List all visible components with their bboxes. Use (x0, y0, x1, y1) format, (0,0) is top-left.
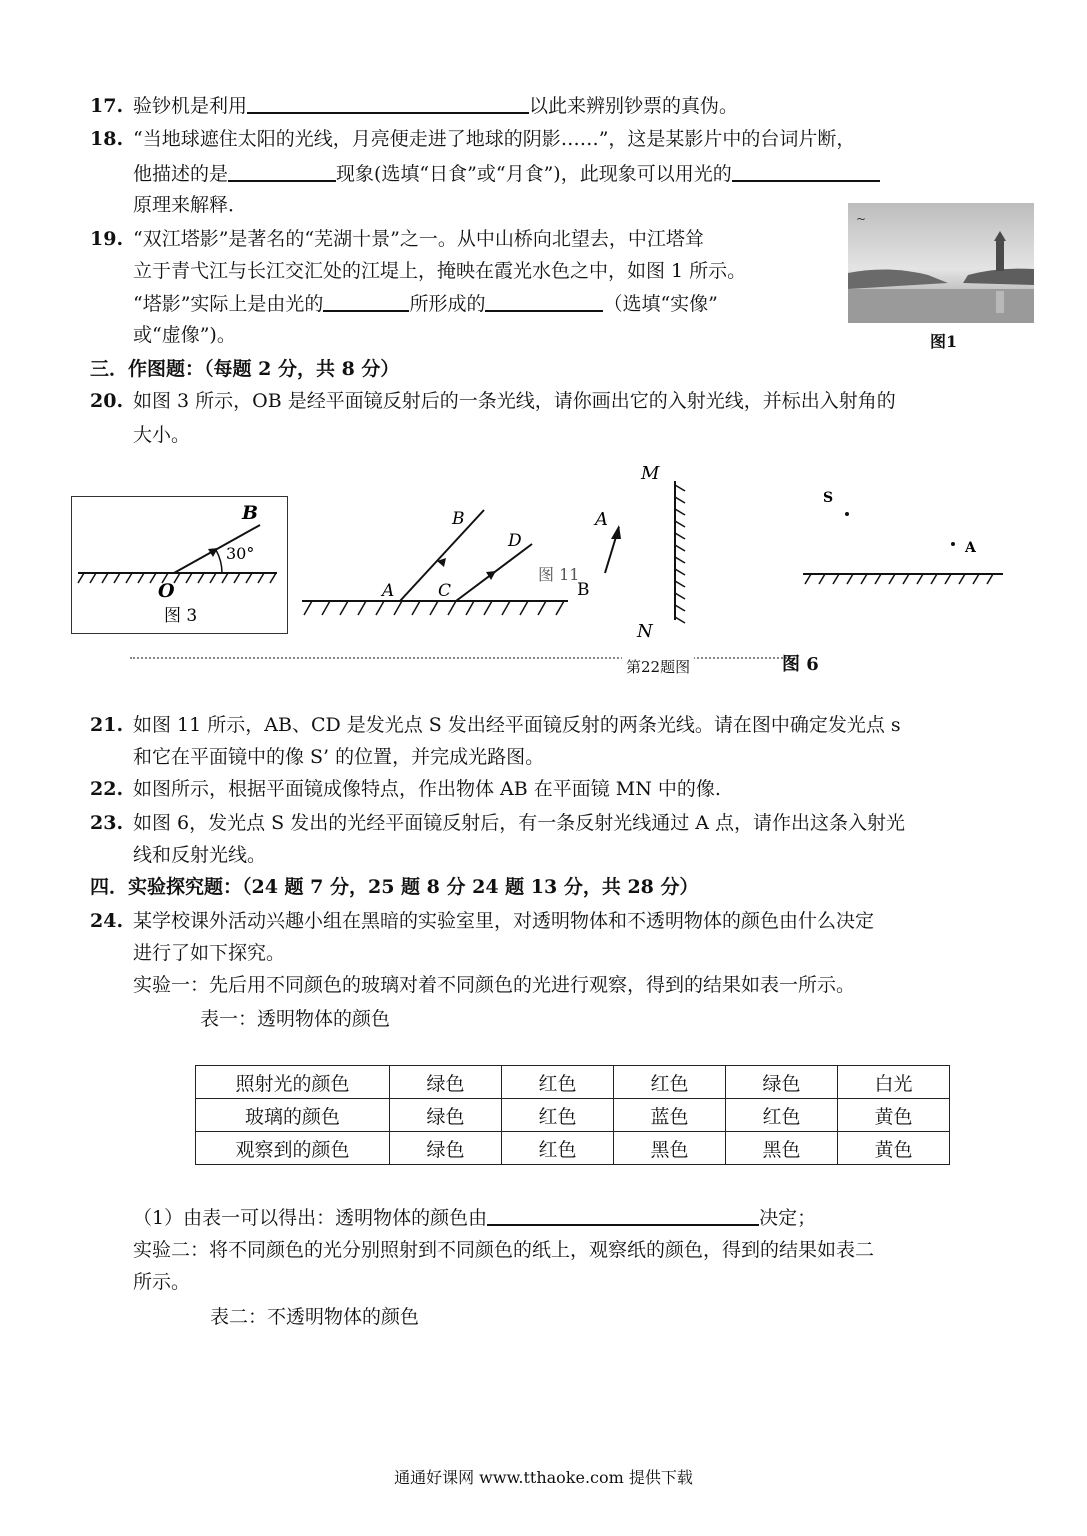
question-24-line2: 进行了如下探究。 (133, 942, 286, 964)
twin-river-tower-photo (848, 203, 1034, 323)
table-cell: 红色 (614, 1066, 726, 1099)
figure-6 (795, 480, 1010, 620)
table-cell: 红色 (502, 1066, 614, 1099)
section-4-title: 四．实验探究题：（24 题 7 分，25 题 8 分 24 题 13 分，共 28 分） (90, 876, 699, 898)
answer-blank[interactable] (485, 290, 603, 312)
experiment-2-text-line2: 所示。 (133, 1271, 191, 1293)
table-cell: 绿色 (390, 1132, 502, 1165)
label-s: S (823, 490, 834, 506)
question-text: 以此来辨别钞票的真伪。 (529, 95, 739, 117)
section-3-title: 三．作图题：（每题 2 分，共 8 分） (90, 358, 400, 380)
table-row (196, 1132, 950, 1165)
answer-blank[interactable] (487, 1204, 759, 1226)
answer-blank[interactable] (732, 160, 880, 182)
table-cell: 玻璃的颜色 (196, 1099, 390, 1132)
photo-caption: 图1 (930, 332, 958, 351)
figure-22 (575, 455, 690, 645)
question-text: “当地球遮住太阳的光线，月亮便走进了地球的阴影……”，这是某影片中的台词片断， (133, 128, 856, 150)
question-18 (90, 126, 855, 152)
label-c: C (438, 581, 452, 601)
label-n: N (637, 621, 653, 642)
table-cell: 绿色 (390, 1099, 502, 1132)
table-cell: 黑色 (614, 1132, 726, 1165)
angle-label: 30° (226, 544, 255, 563)
question-number: 20. (90, 390, 124, 412)
question-text: 如图所示，根据平面镜成像特点，作出物体 AB 在平面镜 MN 中的像. (133, 778, 721, 800)
table-cell: 红色 (502, 1099, 614, 1132)
table-row (196, 1066, 950, 1099)
figure-22-caption: 第22题图 (622, 656, 694, 677)
page-footer: 通通好课网 www.tthaoke.com 提供下载 (394, 1468, 693, 1487)
label-b: B (577, 580, 590, 600)
label-b: B (452, 509, 465, 529)
table-cell: 红色 (502, 1132, 614, 1165)
label-m: M (641, 463, 660, 484)
label-a: A (595, 509, 608, 530)
experiment-2-text: 实验二：将不同颜色的光分别照射到不同颜色的纸上，观察纸的颜色，得到的结果如表二 (133, 1239, 875, 1261)
mirror-hatching (805, 574, 993, 584)
question-text: 他描述的是 (133, 163, 229, 185)
answer-blank[interactable] (228, 160, 336, 182)
label-o: O (158, 580, 175, 602)
answer-blank[interactable] (323, 290, 409, 312)
table-row (196, 1099, 950, 1132)
question-18-line2 (133, 160, 880, 187)
question-18-line3: 原理来解释． (133, 194, 248, 216)
question-number: 24. (90, 910, 124, 932)
svg-text:~: ~ (856, 212, 867, 226)
question-19-line3 (133, 290, 718, 317)
mirror-hatching (675, 485, 685, 623)
question-text: 现象(选填“日食”或“月食”)，此现象可以用光的 (336, 163, 732, 185)
table-cell: 绿色 (390, 1066, 502, 1099)
answer-blank[interactable] (247, 92, 529, 114)
question-22 (90, 776, 721, 802)
question-text: （1）由表一可以得出：透明物体的颜色由 (133, 1207, 488, 1229)
table-cell: 观察到的颜色 (196, 1132, 390, 1165)
question-text: 验钞机是利用 (133, 95, 248, 117)
label-d: D (508, 531, 522, 551)
label-b: B (242, 502, 259, 524)
question-number: 22. (90, 778, 124, 800)
question-text: 如图 11 所示，AB、CD 是发光点 S 发出经平面镜反射的两条光线。请在图中确定发光点 s (133, 714, 901, 736)
question-text: 如图 3 所示，OB 是经平面镜反射后的一条光线，请你画出它的入射光线，并标出入射角的 (133, 390, 896, 412)
figure-caption: 图 11 (538, 565, 580, 584)
point-s (845, 512, 849, 516)
figure-6-caption: 图 6 (782, 654, 819, 675)
table-cell: 蓝色 (614, 1099, 726, 1132)
table-cell: 白光 (838, 1066, 950, 1099)
table-1-title: 表一：透明物体的颜色 (200, 1008, 391, 1030)
question-text: 某学校课外活动兴趣小组在黑暗的实验室里，对透明物体和不透明物体的颜色由什么决定 (133, 910, 875, 932)
question-19 (90, 226, 704, 252)
question-19-line2: 立于青弋江与长江交汇处的江堤上，掩映在霞光水色之中，如图 1 所示。 (133, 260, 747, 282)
sub-question-1 (133, 1204, 816, 1231)
table-cell: 照射光的颜色 (196, 1066, 390, 1099)
figure-3 (71, 496, 288, 634)
question-text: 决定； (759, 1207, 817, 1229)
question-21 (90, 712, 901, 738)
question-21-line2: 和它在平面镜中的像 S’ 的位置，并完成光路图。 (133, 746, 545, 768)
question-20 (90, 388, 896, 414)
question-17 (90, 92, 738, 119)
table-cell: 黄色 (838, 1099, 950, 1132)
table-cell: 绿色 (726, 1066, 838, 1099)
table-cell: 黑色 (726, 1132, 838, 1165)
question-20-line2: 大小。 (133, 424, 191, 446)
question-number: 21. (90, 714, 124, 736)
label-a: A (965, 540, 976, 556)
figure-caption: 图 3 (164, 606, 198, 626)
table-2-title: 表二：不透明物体的颜色 (210, 1306, 420, 1328)
question-23 (90, 810, 905, 836)
angle-arc (216, 550, 222, 573)
question-number: 19. (90, 228, 124, 250)
question-23-line2: 线和反射光线。 (133, 844, 267, 866)
mirror-hatching (304, 601, 564, 615)
question-number: 18. (90, 128, 124, 150)
table-cell: 红色 (726, 1099, 838, 1132)
table-cell: 黄色 (838, 1132, 950, 1165)
question-text: “双江塔影”是著名的“芜湖十景”之一。从中山桥向北望去，中江塔耸 (133, 228, 704, 250)
table-1 (195, 1065, 950, 1165)
question-number: 17. (90, 95, 124, 117)
question-text: （选填“实像” (603, 293, 718, 315)
question-text: 所形成的 (409, 293, 486, 315)
question-text: 如图 6，发光点 S 发出的光经平面镜反射后，有一条反射光线通过 A 点，请作出这条入射光 (133, 812, 906, 834)
question-number: 23. (90, 812, 124, 834)
question-19-line4: 或“虚像”)。 (133, 324, 236, 346)
label-a: A (382, 581, 395, 601)
figure-11 (296, 500, 596, 630)
point-a (951, 542, 955, 546)
mirror-hatching (78, 573, 276, 583)
experiment-1-text: 实验一：先后用不同颜色的玻璃对着不同颜色的光进行观察，得到的结果如表一所示。 (133, 974, 856, 996)
question-text: “塔影”实际上是由光的 (133, 293, 324, 315)
question-24 (90, 908, 874, 934)
